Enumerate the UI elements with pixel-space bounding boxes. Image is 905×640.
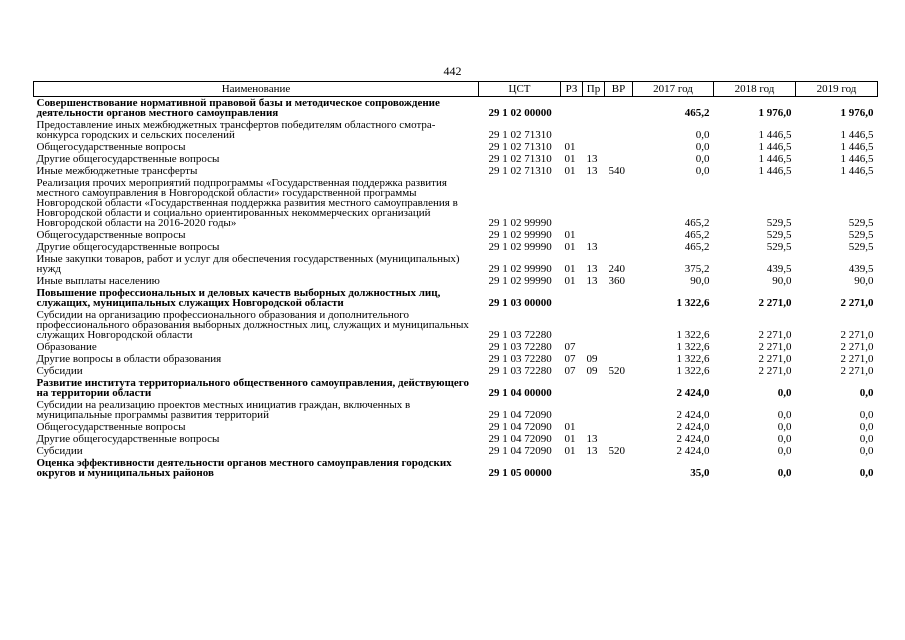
- cell-rz: 01: [564, 445, 576, 457]
- table-header: [34, 82, 878, 97]
- cell-2017: 1 322,6: [676, 341, 710, 353]
- cell-pr: 13: [586, 165, 598, 177]
- cell-2018: 2 271,0: [758, 297, 792, 309]
- cell-2017: 465,2: [684, 107, 710, 119]
- cell-pr: [583, 229, 605, 241]
- cell-vr: [605, 141, 633, 153]
- table-row: [34, 141, 878, 153]
- cell-vr: 240: [608, 263, 625, 275]
- header-2019: 2019 год: [796, 82, 878, 97]
- cell-name: Общегосударственные вопросы: [36, 421, 186, 433]
- cell-vr: [605, 177, 633, 229]
- cell-2019: 0,0: [859, 421, 874, 433]
- table-row: [34, 229, 878, 241]
- cell-2019: 0,0: [859, 387, 874, 399]
- header-name: Наименование: [34, 82, 479, 97]
- cell-2019: 529,5: [848, 217, 874, 229]
- cell-name: Иные закупки товаров, работ и услуг для обеспечения государственных (муниципальных) нужд: [36, 253, 460, 275]
- cell-pr: [583, 309, 605, 341]
- header-pr: Пр: [583, 82, 605, 97]
- cell-name: Иные межбюджетные трансферты: [36, 165, 198, 177]
- cell-csr: 29 1 04 00000: [488, 387, 552, 399]
- table-row-section: [34, 377, 878, 399]
- cell-2018: 0,0: [777, 445, 792, 457]
- table-row: [34, 165, 878, 177]
- cell-2018: 529,5: [766, 229, 792, 241]
- cell-rz: [561, 377, 583, 399]
- cell-pr: [583, 399, 605, 421]
- cell-2017: 465,2: [684, 229, 710, 241]
- cell-2017: 2 424,0: [676, 421, 710, 433]
- header-2017: 2017 год: [633, 82, 714, 97]
- cell-2017: 0,0: [695, 141, 710, 153]
- cell-pr: [583, 119, 605, 141]
- cell-vr: [605, 153, 633, 165]
- cell-2018: 1 446,5: [758, 165, 792, 177]
- cell-csr: 29 1 04 72090: [488, 421, 552, 433]
- cell-vr: [605, 97, 633, 120]
- table-row: [34, 353, 878, 365]
- cell-vr: [605, 341, 633, 353]
- cell-csr: 29 1 02 71310: [488, 153, 552, 165]
- cell-pr: 13: [586, 445, 598, 457]
- cell-vr: [605, 353, 633, 365]
- cell-vr: [605, 309, 633, 341]
- cell-rz: 01: [564, 229, 576, 241]
- page-number: 442: [443, 64, 462, 78]
- cell-2017: 375,2: [684, 263, 710, 275]
- cell-2018: 529,5: [766, 217, 792, 229]
- table-row: [34, 341, 878, 353]
- cell-name: Другие общегосударственные вопросы: [36, 153, 220, 165]
- cell-name: Развитие института территориального общественного самоуправления, действующего на территории области: [36, 377, 469, 399]
- cell-2017: 2 424,0: [676, 445, 710, 457]
- cell-2019: 0,0: [859, 409, 874, 421]
- cell-2017: 0,0: [695, 129, 710, 141]
- cell-2017: 35,0: [690, 467, 710, 479]
- cell-2017: 465,2: [684, 241, 710, 253]
- cell-rz: [561, 177, 583, 229]
- cell-rz: [561, 309, 583, 341]
- cell-csr: 29 1 02 99990: [488, 275, 552, 287]
- cell-2019: 2 271,0: [840, 353, 874, 365]
- cell-name: Повышение профессиональных и деловых качеств выборных должностных лиц, служащих, муниципальных служащих Новгородской области: [36, 287, 441, 309]
- cell-2018: 2 271,0: [758, 329, 792, 341]
- cell-pr: 13: [586, 433, 598, 445]
- cell-2018: 2 271,0: [758, 341, 792, 353]
- cell-rz: 07: [564, 353, 576, 365]
- cell-rz: [561, 457, 583, 479]
- cell-vr: [605, 287, 633, 309]
- header-csr: ЦСТ: [479, 82, 561, 97]
- cell-2017: 2 424,0: [676, 409, 710, 421]
- budget-table: [33, 81, 878, 479]
- cell-csr: 29 1 02 71310: [488, 129, 552, 141]
- cell-name: Субсидии: [36, 365, 83, 377]
- table-row: [34, 445, 878, 457]
- cell-vr: [605, 399, 633, 421]
- cell-2019: 0,0: [859, 433, 874, 445]
- table-row: [34, 177, 878, 229]
- cell-2018: 0,0: [777, 387, 792, 399]
- cell-csr: 29 1 03 72280: [488, 365, 552, 377]
- cell-vr: 540: [608, 165, 625, 177]
- cell-rz: [561, 287, 583, 309]
- cell-2018: 90,0: [772, 275, 792, 287]
- cell-2019: 0,0: [859, 467, 874, 479]
- cell-name: Другие вопросы в области образования: [36, 353, 222, 365]
- cell-2018: 0,0: [777, 409, 792, 421]
- header-vr: ВР: [605, 82, 633, 97]
- cell-2019: 1 446,5: [840, 141, 874, 153]
- cell-2019: 2 271,0: [840, 365, 874, 377]
- cell-name: Общегосударственные вопросы: [36, 229, 186, 241]
- cell-2018: 1 446,5: [758, 141, 792, 153]
- cell-2019: 2 271,0: [840, 341, 874, 353]
- cell-2019: 1 446,5: [840, 129, 874, 141]
- cell-pr: 13: [586, 263, 598, 275]
- cell-rz: 01: [564, 433, 576, 445]
- cell-vr: [605, 119, 633, 141]
- cell-rz: 07: [564, 341, 576, 353]
- cell-rz: 01: [564, 241, 576, 253]
- cell-vr: 520: [608, 365, 625, 377]
- cell-vr: 520: [608, 445, 625, 457]
- cell-pr: [583, 377, 605, 399]
- cell-2017: 465,2: [684, 217, 710, 229]
- cell-2018: 0,0: [777, 421, 792, 433]
- cell-vr: [605, 229, 633, 241]
- cell-2018: 1 446,5: [758, 153, 792, 165]
- header-2018: 2018 год: [714, 82, 796, 97]
- cell-name: Предоставление иных межбюджетных трансфертов победителям областного смотра-конкурса городских и сельских поселений: [36, 119, 436, 141]
- cell-csr: 29 1 03 00000: [488, 297, 552, 309]
- cell-rz: 07: [564, 365, 576, 377]
- cell-pr: 13: [586, 241, 598, 253]
- cell-pr: 09: [586, 365, 598, 377]
- cell-rz: 01: [564, 263, 576, 275]
- cell-rz: [561, 97, 583, 120]
- table-row: [34, 241, 878, 253]
- cell-rz: 01: [564, 153, 576, 165]
- cell-name: Образование: [36, 341, 97, 353]
- cell-csr: 29 1 04 72090: [488, 445, 552, 457]
- cell-vr: [605, 421, 633, 433]
- cell-name: Реализация прочих мероприятий подпрограммы «Государственная поддержка развития местного самоуправления в Новгородской области» государственной программы Новгородской области «Государственная поддержка развития местного самоуправления в Новгородской области и социально ориентированных некоммерческих организаций Новгородской области на 2016-2020 годы»: [36, 177, 458, 229]
- cell-vr: [605, 377, 633, 399]
- cell-2019: 2 271,0: [840, 329, 874, 341]
- cell-csr: 29 1 02 99990: [488, 229, 552, 241]
- cell-2017: 0,0: [695, 153, 710, 165]
- table-row: [34, 399, 878, 421]
- cell-pr: [583, 177, 605, 229]
- cell-pr: 13: [586, 275, 598, 287]
- cell-csr: 29 1 02 99990: [488, 263, 552, 275]
- cell-csr: 29 1 04 72090: [488, 433, 552, 445]
- cell-pr: [583, 287, 605, 309]
- cell-csr: 29 1 02 71310: [488, 141, 552, 153]
- cell-pr: [583, 341, 605, 353]
- cell-pr: [583, 421, 605, 433]
- header-rz: РЗ: [561, 82, 583, 97]
- cell-csr: 29 1 05 00000: [488, 467, 552, 479]
- cell-2019: 1 446,5: [840, 153, 874, 165]
- table-row: [34, 309, 878, 341]
- table-row: [34, 421, 878, 433]
- cell-rz: 01: [564, 275, 576, 287]
- cell-2019: 529,5: [848, 241, 874, 253]
- cell-name: Оценка эффективности деятельности органов местного самоуправления городских округов и муниципальных районов: [36, 457, 452, 479]
- cell-2018: 439,5: [766, 263, 792, 275]
- cell-name: Другие общегосударственные вопросы: [36, 433, 220, 445]
- cell-2019: 2 271,0: [840, 297, 874, 309]
- cell-2019: 1 446,5: [840, 165, 874, 177]
- cell-name: Другие общегосударственные вопросы: [36, 241, 220, 253]
- cell-rz: 01: [564, 421, 576, 433]
- cell-2017: 1 322,6: [676, 297, 710, 309]
- table-row-section: [34, 97, 878, 120]
- cell-name: Совершенствование нормативной правовой базы и методическое сопровождение деятельности органов местного самоуправления: [36, 97, 440, 119]
- cell-2018: 2 271,0: [758, 365, 792, 377]
- cell-2019: 0,0: [859, 445, 874, 457]
- cell-2017: 1 322,6: [676, 329, 710, 341]
- cell-name: Субсидии на организацию профессионального образования и дополнительного профессионального образования выборных должностных лиц, служащих и муниципальных служащих Новгородской области: [36, 309, 469, 341]
- cell-2017: 2 424,0: [676, 433, 710, 445]
- table-row-section: [34, 457, 878, 479]
- cell-csr: 29 1 03 72280: [488, 329, 552, 341]
- cell-pr: 09: [586, 353, 598, 365]
- cell-name: Субсидии: [36, 445, 83, 457]
- cell-2018: 529,5: [766, 241, 792, 253]
- table-body: [34, 97, 878, 480]
- cell-2018: 1 446,5: [758, 129, 792, 141]
- cell-rz: 01: [564, 165, 576, 177]
- cell-csr: 29 1 02 71310: [488, 165, 552, 177]
- cell-name: Субсидии на реализацию проектов местных инициатив граждан, включенных в муниципальные программы развития территорий: [36, 399, 411, 421]
- cell-csr: 29 1 02 99990: [488, 241, 552, 253]
- cell-pr: [583, 97, 605, 120]
- cell-2019: 90,0: [854, 275, 874, 287]
- cell-pr: 13: [586, 153, 598, 165]
- cell-pr: [583, 457, 605, 479]
- cell-vr: [605, 433, 633, 445]
- cell-2018: 0,0: [777, 433, 792, 445]
- cell-2018: 2 271,0: [758, 353, 792, 365]
- table-row: [34, 253, 878, 275]
- table-row: [34, 275, 878, 287]
- table-row: [34, 433, 878, 445]
- cell-rz: 01: [564, 141, 576, 153]
- cell-rz: [561, 399, 583, 421]
- cell-rz: [561, 119, 583, 141]
- cell-2019: 439,5: [848, 263, 874, 275]
- table-row: [34, 119, 878, 141]
- cell-2018: 0,0: [777, 467, 792, 479]
- cell-2017: 0,0: [695, 165, 710, 177]
- cell-csr: 29 1 02 99990: [488, 217, 552, 229]
- cell-2019: 529,5: [848, 229, 874, 241]
- cell-2018: 1 976,0: [758, 107, 792, 119]
- cell-csr: 29 1 04 72090: [488, 409, 552, 421]
- cell-2017: 2 424,0: [676, 387, 710, 399]
- cell-vr: [605, 457, 633, 479]
- table-row-section: [34, 287, 878, 309]
- cell-csr: 29 1 03 72280: [488, 341, 552, 353]
- cell-vr: 360: [608, 275, 625, 287]
- table-row: [34, 153, 878, 165]
- cell-2017: 1 322,6: [676, 353, 710, 365]
- cell-2017: 1 322,6: [676, 365, 710, 377]
- cell-pr: [583, 141, 605, 153]
- table-row: [34, 365, 878, 377]
- cell-vr: [605, 241, 633, 253]
- cell-name: Общегосударственные вопросы: [36, 141, 186, 153]
- cell-csr: 29 1 03 72280: [488, 353, 552, 365]
- cell-name: Иные выплаты населению: [36, 275, 160, 287]
- cell-csr: 29 1 02 00000: [488, 107, 552, 119]
- cell-2017: 90,0: [690, 275, 710, 287]
- cell-2019: 1 976,0: [840, 107, 874, 119]
